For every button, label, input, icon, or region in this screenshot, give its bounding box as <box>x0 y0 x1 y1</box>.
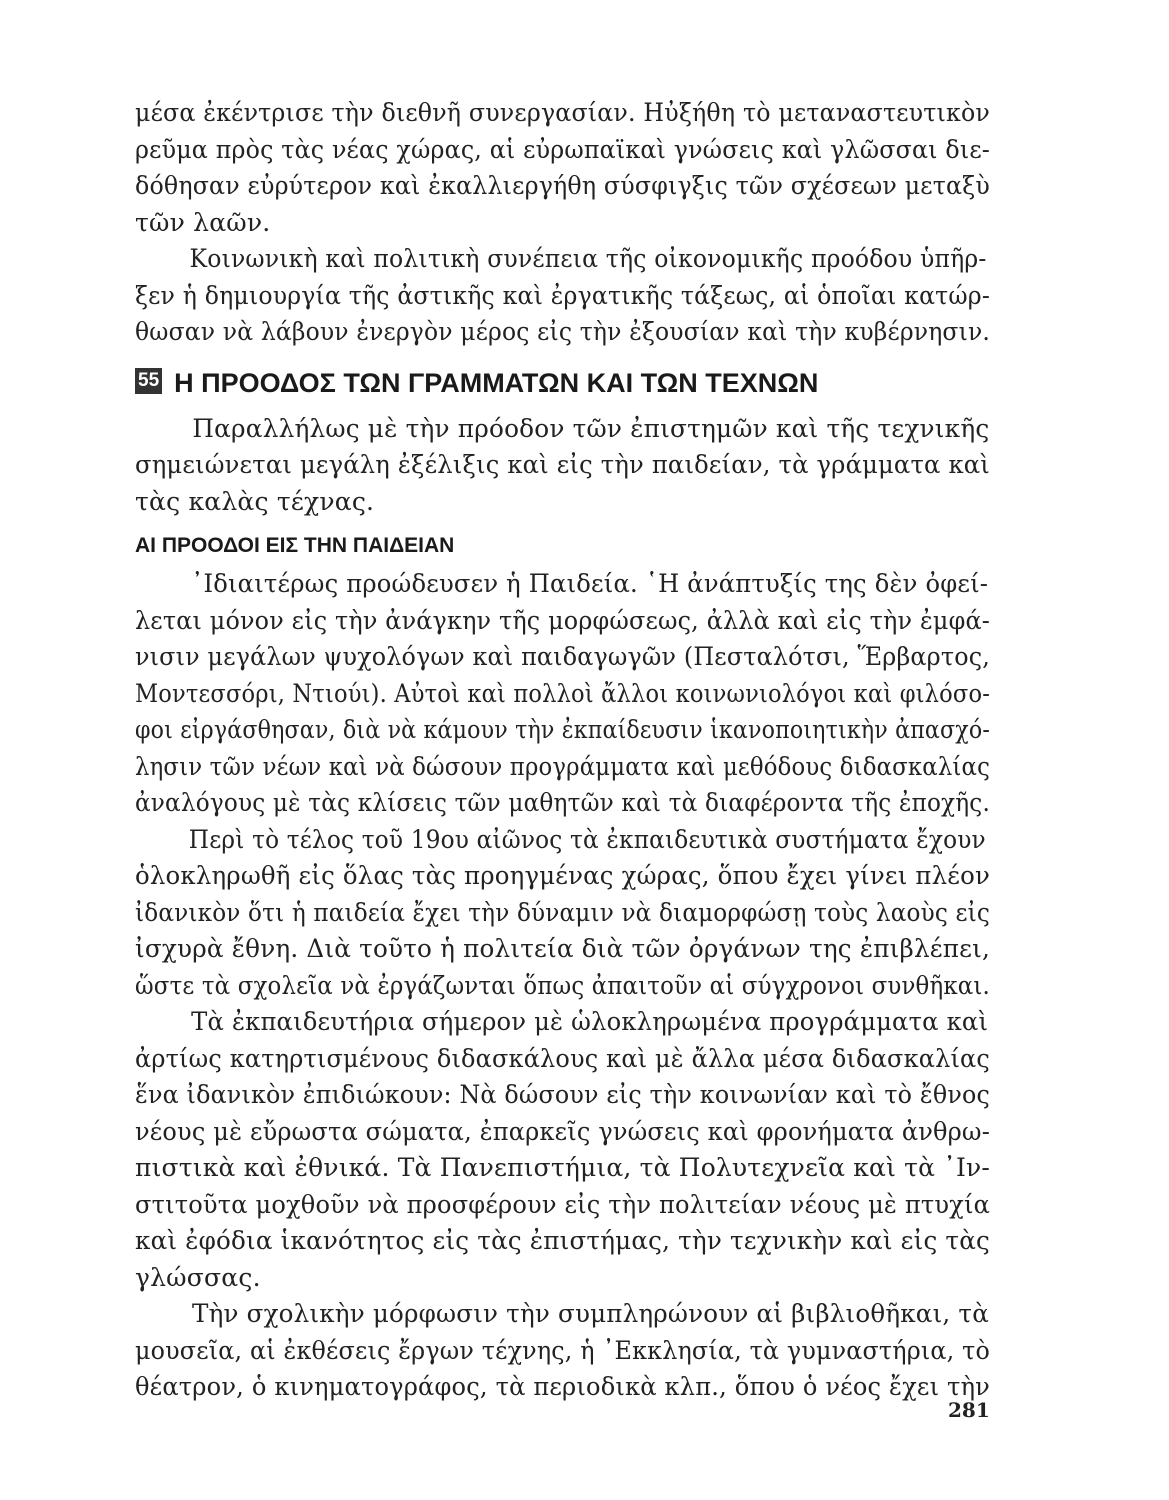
text-line: ὥστε τὰ σχολεῖα νὰ ἐργάζωνται ὅπως ἀπαιτοῦν αἱ σύγχρονοι συνθῆκαι. <box>135 970 990 1000</box>
text-line: ᾿Ιδιαιτέρως προώδευσεν ἡ Παιδεία. ῾Η ἀνάπτυξίς της δὲν ὀφεί- <box>191 569 989 598</box>
text-line: Τὴν σχολικὴν μόρφωσιν τὴν συμπληρώνουν αἱ βιβλιοθῆκαι, τὰ <box>191 1299 989 1328</box>
text-line: καὶ ἐφόδια ἱκανότητος εἰς τὰς ἐπιστήμας, τὴν τεχνικὴν καὶ εἰς τὰς <box>135 1226 990 1255</box>
text-line: ἰδανικὸν ὅτι ἡ παιδεία ἔχει τὴν δύναμιν νὰ διαμορφώσῃ τοὺς λαοὺς εἰς <box>135 897 990 927</box>
section-number-badge: 55 <box>135 368 162 394</box>
page-number: 281 <box>948 1398 990 1422</box>
text-line: νισιν μεγάλων ψυχολόγων καὶ παιδαγωγῶν (Πεσταλότσι, Ἕρβαρτος, <box>135 642 990 671</box>
text-line: τῶν λαῶν. <box>135 207 271 237</box>
text-line: Περὶ τὸ τέλος τοῦ 19ου αἰῶνος τὰ ἐκπαιδευτικὰ συστήματα ἔχουν <box>188 824 986 854</box>
page-body <box>135 95 990 1406</box>
text-line: φοι εἰργάσθησαν, διὰ νὰ κάμουν τὴν ἐκπαίδευσιν ἱκανοποιητικὴν ἀπασχό- <box>135 715 990 744</box>
section-heading <box>135 355 990 411</box>
text-line: γλώσσας. <box>135 1262 261 1292</box>
text-line: ὁλοκληρωθῆ εἰς ὅλας τὰς προηγμένας χώρας, ὅπου ἔχει γίνει πλέον <box>135 861 990 890</box>
text-line: ἀρτίως κατηρτισμένους διδασκάλους καὶ μὲ ἄλλα μέσα διδασκαλίας <box>135 1043 990 1073</box>
text-line: θωσαν νὰ λάβουν ἐνεργὸν μέρος εἰς τὴν ἐξουσίαν καὶ τὴν κυβέρνησιν. <box>135 317 990 346</box>
text-line: ἰσχυρὰ ἔθνη. Διὰ τοῦτο ἡ πολιτεία διὰ τῶν ὀργάνων της ἐπιβλέπει, <box>135 934 990 963</box>
text-line: ἕνα ἰδανικὸν ἐπιδιώκουν: Νὰ δώσουν εἰς τὴν κοινωνίαν καὶ τὸ ἔθνος <box>135 1080 990 1109</box>
subsection-heading: ΑΙ ΠΡΟΟΔΟΙ ΕΙΣ ΤΗΝ ΠΑΙΔΕΙΑΝ <box>135 534 455 557</box>
text-line: ρεῦμα πρὸς τὰς νέας χώρας, αἱ εὐρωπαϊκαὶ γνώσεις καὶ γλῶσσαι διε- <box>135 134 990 164</box>
text-line: πιστικὰ καὶ ἐθνικά. Τὰ Πανεπιστήμια, τὰ Πολυτεχνεῖα καὶ τὰ ᾿Ιν- <box>135 1153 990 1182</box>
text-block-top <box>135 95 990 351</box>
text-line: Παραλλήλως μὲ τὴν πρόοδον τῶν ἐπιστημῶν καὶ τῆς τεχνικῆς <box>192 413 990 443</box>
text-line: θέατρον, ὁ κινηματογράφος, τὰ περιοδικὰ κλπ., ὅπου ὁ νέος ἔχει τὴν <box>135 1372 990 1401</box>
text-line: δόθησαν εὐρύτερον καὶ ἐκαλλιεργήθη σύσφιγξις τῶν σχέσεων μεταξὺ <box>135 171 990 200</box>
text-block-body <box>135 566 990 1406</box>
text-line: Τὰ ἐκπαιδευτήρια σήμερον μὲ ὡλοκληρωμένα προγράμματα καὶ <box>191 1007 989 1036</box>
text-line: λησιν τῶν νέων καὶ νὰ δώσουν προγράμματα καὶ μεθόδους διδασκαλίας <box>135 751 990 781</box>
text-line: ἀναλόγους μὲ τὰς κλίσεις τῶν μαθητῶν καὶ τὰ διαφέροντα τῆς ἐποχῆς. <box>135 788 990 817</box>
text-line: τὰς καλὰς τέχνας. <box>135 486 375 516</box>
text-line: μέσα ἐκέντρισε τὴν διεθνῆ συνεργασίαν. Ηὐξήθη τὸ μεταναστευτικὸν <box>135 98 990 127</box>
text-line: μουσεῖα, αἱ ἐκθέσεις ἔργων τέχνης, ἡ ᾿Εκκλησία, τὰ γυμναστήρια, τὸ <box>135 1335 990 1365</box>
section-title: Η ΠΡΟΟΔΟΣ ΤΩΝ ΓΡΑΜΜΑΤΩΝ ΚΑΙ ΤΩΝ ΤΕΧΝΩΝ <box>174 367 819 398</box>
text-line: Μοντεσσόρι, Ντιούι). Αὐτοὶ καὶ πολλοὶ ἄλλοι κοινωνιολόγοι καὶ φιλόσο- <box>135 678 990 708</box>
text-line: σημειώνεται μεγάλη ἐξέλιξις καὶ εἰς τὴν παιδείαν, τὰ γράμματα καὶ <box>135 450 990 479</box>
text-line: Κοινωνικὴ καὶ πολιτικὴ συνέπεια τῆς οἰκονομικῆς προόδου ὑπῆρ- <box>189 244 987 273</box>
text-line: νέους μὲ εὔρωστα σώματα, ἐπαρκεῖς γνώσεις καὶ φρονήματα ἀνθρω- <box>135 1116 990 1146</box>
text-block-intro <box>135 411 990 521</box>
text-line: στιτοῦτα μοχθοῦν νὰ προσφέρουν εἰς τὴν πολιτείαν νέους μὲ πτυχία <box>135 1189 990 1219</box>
text-line: ξεν ἡ δημιουργία τῆς ἀστικῆς καὶ ἐργατικῆς τάξεως, αἱ ὁποῖαι κατώρ- <box>135 280 990 310</box>
text-line: λεται μόνον εἰς τὴν ἀνάγκην τῆς μορφώσεως, ἀλλὰ καὶ εἰς τὴν ἐμφά- <box>135 605 990 635</box>
